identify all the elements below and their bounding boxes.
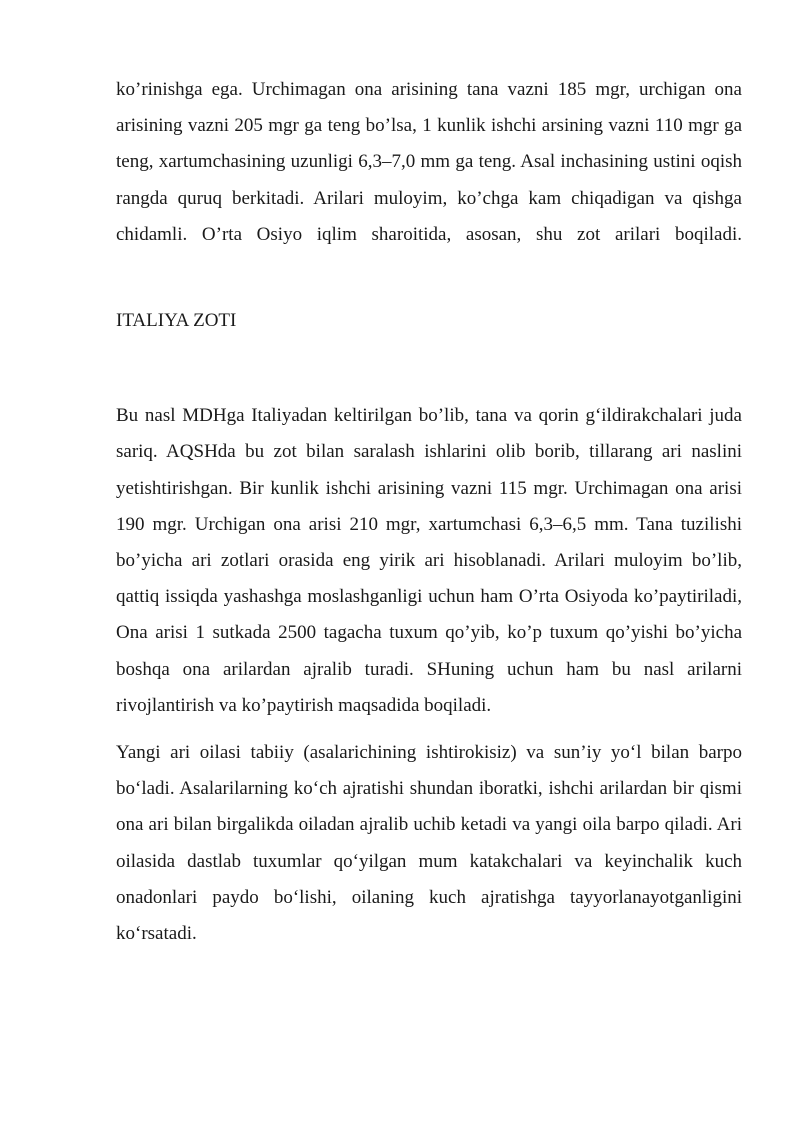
section-heading: ITALIYA ZOTI xyxy=(116,310,237,332)
paragraph-body-1: ko’rinishga ega. Urchimagan ona arisining tana vazni 185 mgr, urchigan ona arisining vazni 205 mgr ga teng bo’lsa, 1 kunlik ishchi arsining vazni 110 mgr ga teng, xartumchasining uzunligi 6,3–7,0 mm ga teng. Asal inchasining ustini oqish rangda quruq berkitadi. Arilari muloyim, ko’chga kam chiqadigan va qishga chidamli. O’rta Osiyo iqlim sharoitida, asosan, shu zot arilari boqiladi. xyxy=(116,79,742,245)
document-page xyxy=(116,72,742,952)
paragraph-body-2: Bu nasl MDHga Italiyadan keltirilgan bo’lib, tana va qorin g‘ildirakchalari juda sariq. AQSHda bu zot bilan saralash ishlarini olib borib, tillarang ari naslini yetishtirishgan. Bir kunlik ishchi arisining vazni 115 mgr. Urchimagan ona arisi 190 mgr. Urchigan ona arisi 210 mgr, xartumchasi 6,3–6,5 mm. Tana tuzilishi bo’yicha ari zotlari orasida eng yirik ari hisoblanadi. Arilari muloyim bo’lib, qattiq issiqda yashashga moslashganligi uchun ham O’rta Osiyoda ko’paytiriladi, Ona arisi 1 sutkada 2500 tagacha tuxum qo’yib, ko’p tuxum qo’yishi bo’yicha boshqa ona arilardan ajralib turadi. SHuning uchun ham bu nasl arilarni rivojlantirish va ko’paytirish maqsadida boqiladi. xyxy=(116,405,742,716)
paragraph-body-3: Yangi ari oilasi tabiiy (asalarichining ishtirokisiz) va sun’iy yo‘l bilan barpo bo‘ladi. Asalarilarning ko‘ch ajratishi shundan iboratki, ishchi arilardan bir qismi ona ari bilan birgalikda oiladan ajralib uchib ketadi va yangi oila barpo qiladi. Ari oilasida dastlab tuxumlar qo‘yilgan mum katakchalari va keyinchalik kuch onadonlari paydo bo‘lishi, oilaning kuch ajratishga tayyorlanayotganligini ko‘rsatadi. xyxy=(116,742,742,945)
